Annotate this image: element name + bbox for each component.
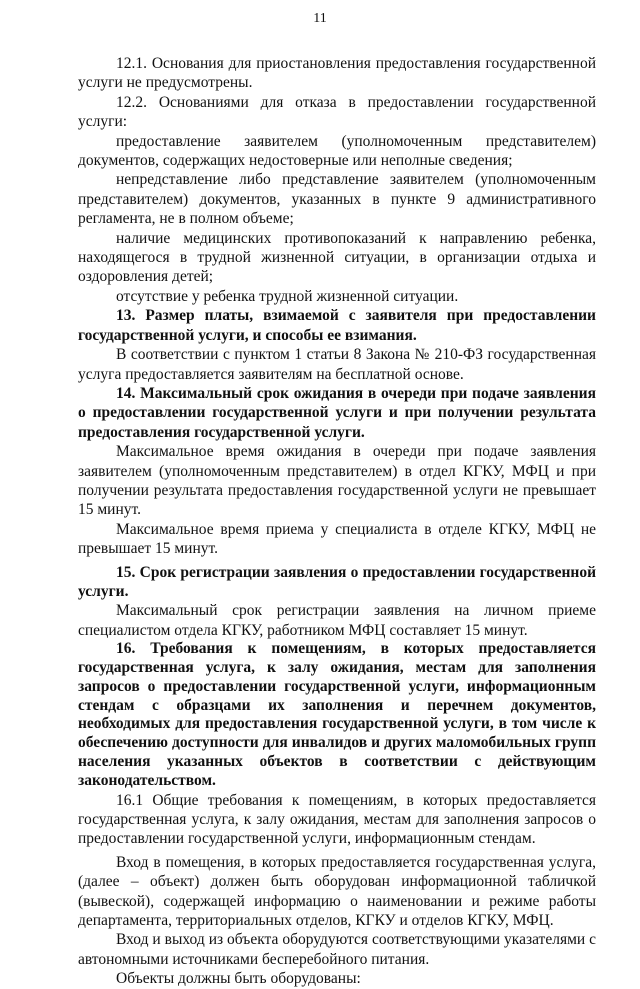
section-15-text: Максимальный срок регистрации заявления на личном приеме специалистом отдела КГКУ, работником МФЦ составляет 15 минут. (78, 602, 596, 639)
refusal-ground-3: наличие медицинских противопоказаний к направлению ребенка, находящегося в трудной жизненной ситуации, в организации отдыха и оздоровления детей; (78, 229, 596, 286)
section-14-text-1: Максимальное время ожидания в очереди при подаче заявления заявителем (уполномоченным представителем) в отдел КГКУ, МФЦ и при получении результата предоставления государственной услуги не превышает 15 минут. (78, 443, 596, 519)
entrance-exit-text: Вход и выход из объекта оборудуются соответствующими указателями с автономными источниками бесперебойного питания. (78, 931, 596, 968)
section-16-heading: 16. Требования к помещениям, в которых предоставляется государственная услуга, к залу ожидания, местам для заполнения запросов о предоставлении государственной услуги, информационным стендам с образцами их заполнения и перечнем документов, необходимых для предоставления государственной услуги, в том числе к обеспечению доступности для инвалидов и других маломобильных групп населения указанных объектов в соответствии с действующим законодательством. (78, 640, 596, 789)
clause-12-2: 12.2. Основаниями для отказа в предоставлении государственной услуги: (78, 93, 596, 131)
refusal-ground-4: отсутствие у ребенка трудной жизненной ситуации. (116, 287, 459, 305)
document-body (78, 54, 596, 989)
clause-12-1: 12.1. Основания для приостановления предоставления государственной услуги не предусмотрены. (78, 55, 596, 92)
section-13-text: В соответствии с пунктом 1 статьи 8 Закона № 210-ФЗ государственная услуга предоставляется заявителям на бесплатной основе. (78, 346, 596, 383)
clause-16-1: 16.1 Общие требования к помещениям, в которых предоставляется государственная услуга, к залу ожидания, местам для заполнения запросов о предоставлении государственной услуги, информационным стендам. (78, 791, 596, 848)
section-14-heading: 14. Максимальный срок ожидания в очереди при подаче заявления о предоставлении государственной услуги и при получении результата предоставления государственной услуги. (78, 384, 596, 441)
equipment-intro: Объекты должны быть оборудованы: (116, 970, 361, 988)
refusal-ground-2: непредставление либо представление заявителем (уполномоченным представителем) документов, указанных в пункте 9 административного регламента, не в полном объеме; (78, 171, 596, 228)
section-13-heading: 13. Размер платы, взимаемой с заявителя при предоставлении государственной услуги, и способы ее взимания. (78, 307, 596, 344)
section-15-heading: 15. Срок регистрации заявления о предоставлении государственной услуги. (78, 563, 596, 600)
section-14-text-2: Максимальное время приема у специалиста в отделе КГКУ, МФЦ не превышает 15 минут. (78, 520, 596, 558)
entrance-sign-text: Вход в помещения, в которых предоставляется государственная услуга, (далее – объект) должен быть оборудован информационной табличкой (вывеской), содержащей информацию о наименовании и режиме работы департамента, территориальных отделов, КГКУ и отделов КГКУ, МФЦ. (78, 853, 596, 929)
page-number: 11 (313, 11, 327, 26)
refusal-ground-1: предоставление заявителем (уполномоченным представителем) документов, содержащих недостоверные или неполные сведения; (78, 132, 596, 170)
